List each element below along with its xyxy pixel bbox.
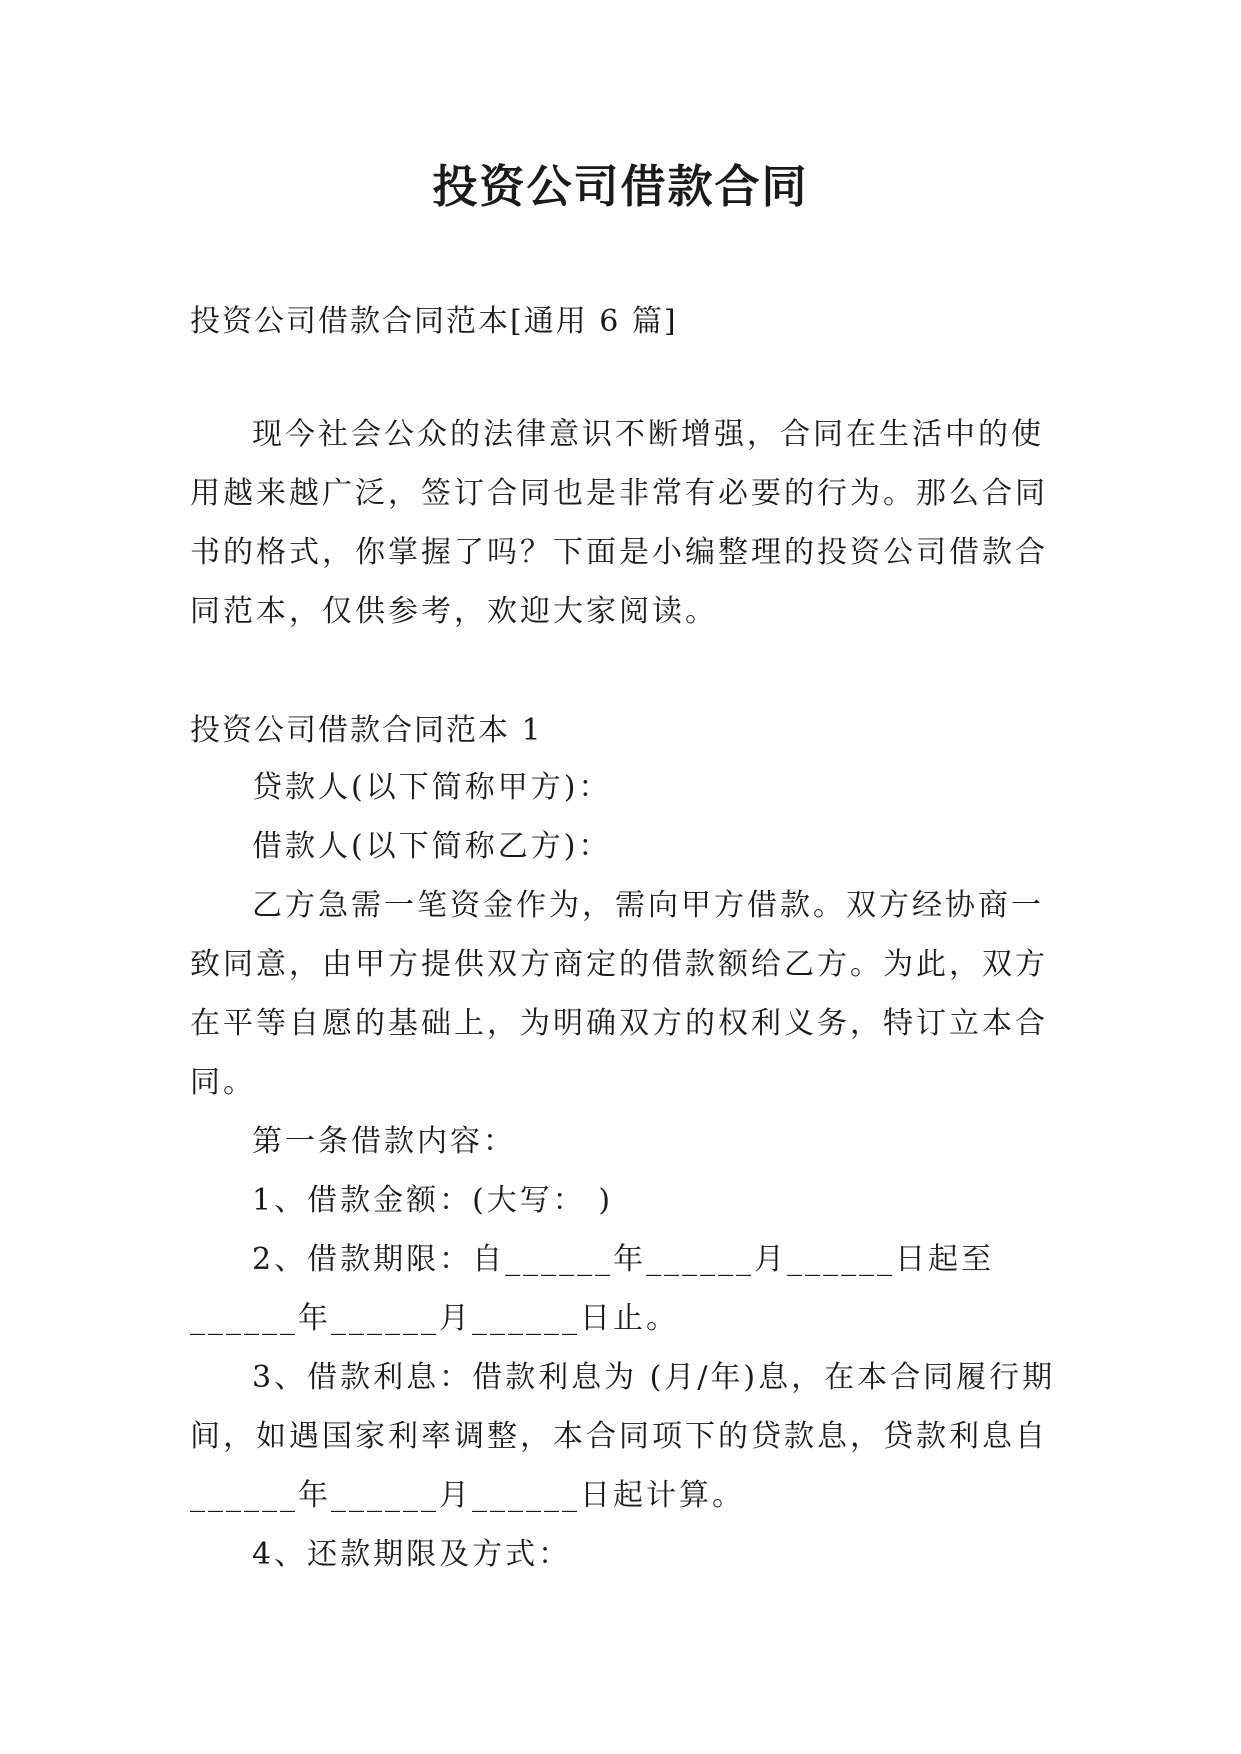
paragraph-repayment: 4、还款期限及方式：: [252, 1537, 572, 1572]
paragraph-agreement: 乙方急需一笔资金作为，需向甲方借款。双方经协商一致同意，由甲方提供双方商定的借款额给乙方。为此，双方在平等自愿的基础上，为明确双方的权利义务，特订立本合同。: [190, 888, 1048, 1100]
document-subtitle: 投资公司借款合同范本[通用 6 篇]: [190, 304, 678, 339]
paragraph-interest: 3、借款利息：借款利息为 (月/年)息，在本合同履行期间，如遇国家利率调整，本合同项下的贷款息，贷款利息自______年______月______日起计算。: [190, 1360, 1056, 1513]
section-title: 投资公司借款合同范本 1: [190, 713, 543, 748]
intro-paragraph: 现今社会公众的法律意识不断增强，合同在生活中的使用越来越广泛，签订合同也是非常有必要的行为。那么合同书的格式，你掌握了吗？下面是小编整理的投资公司借款合同范本，仅供参考，欢迎大家阅读。: [190, 417, 1048, 629]
contract-body: [190, 758, 1060, 1584]
paragraph-borrower: 借款人(以下简称乙方)：: [252, 829, 612, 864]
paragraph-amount: 1、借款金额：(大写： ): [252, 1183, 614, 1218]
paragraph-article-1: 第一条借款内容：: [252, 1124, 516, 1159]
paragraph-term: 2、借款期限：自______年______月______日起至______年______月______日止。: [190, 1242, 995, 1336]
paragraph-lender: 贷款人(以下简称甲方)：: [252, 770, 612, 805]
document-title: 投资公司借款合同: [432, 160, 809, 213]
